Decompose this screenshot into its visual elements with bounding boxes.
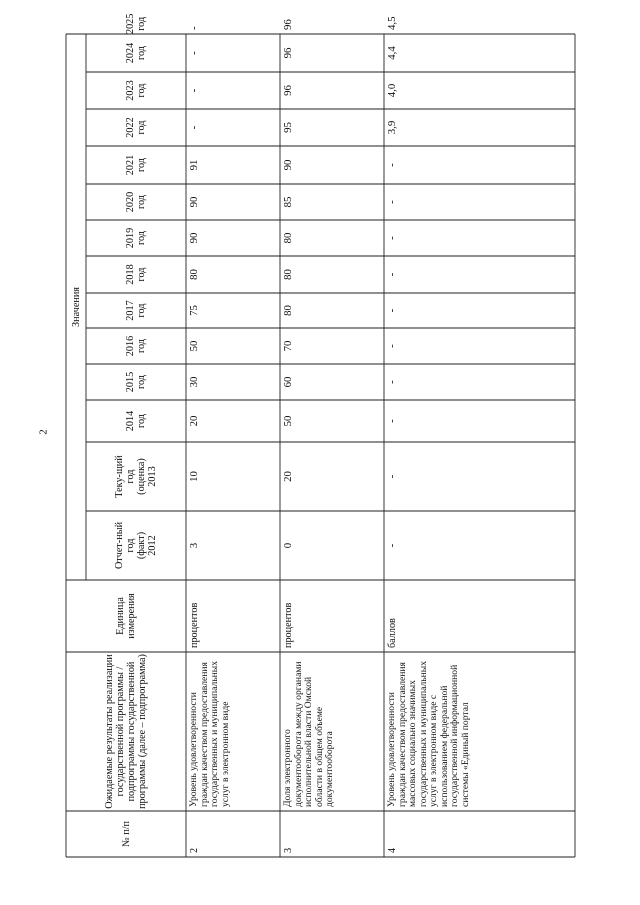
- row-num: 2: [189, 847, 200, 853]
- row-value: 30: [188, 376, 200, 388]
- row-result: Уровень удовлетворенности граждан качеством предоставления массовых социально значимых государственных и муниципальных услуг в электронном виде с использованием федеральной государственной информационной системы «Единый портал: [386, 660, 471, 807]
- row-value: 50: [188, 340, 200, 352]
- row-value: 3,9: [386, 120, 398, 135]
- row-value: 80: [282, 305, 294, 316]
- row-value: 90: [282, 159, 294, 171]
- row-value: 4,5: [386, 16, 398, 30]
- row-value: 70: [282, 340, 294, 352]
- row-value: -: [386, 163, 398, 167]
- row-value: -: [188, 26, 200, 30]
- year-header: 2014 год: [125, 410, 147, 432]
- row-value: -: [386, 380, 398, 384]
- row-value: 0: [282, 542, 294, 549]
- row-value: -: [386, 344, 398, 348]
- year-header: Отчет-ный год (факт) 2012: [114, 521, 158, 570]
- row-value: 96: [282, 85, 294, 96]
- row-value: -: [386, 236, 398, 240]
- header-unit: Единица измерения: [115, 593, 137, 639]
- row-value: 20: [282, 471, 294, 482]
- row-value: -: [386, 272, 398, 277]
- year-header: 2016 год: [125, 335, 147, 357]
- year-header: 2021 год: [125, 154, 147, 176]
- row-value: 10: [188, 471, 200, 482]
- row-value: 3: [188, 542, 200, 549]
- row-value: -: [188, 51, 200, 55]
- row-value: 4,4: [386, 46, 398, 60]
- row-unit: процентов: [189, 602, 200, 648]
- row-value: -: [386, 419, 398, 423]
- year-header: 2023 год: [125, 80, 147, 101]
- row-value: 20: [188, 415, 200, 427]
- row-value: 85: [282, 196, 294, 208]
- row-value: -: [386, 308, 398, 313]
- row-value: 96: [282, 47, 294, 59]
- year-header: 2015 год: [125, 371, 147, 393]
- page-number: 2: [37, 429, 50, 435]
- row-num: 3: [283, 847, 294, 853]
- year-header: 2017 год: [125, 300, 147, 321]
- row-value: 4,0: [386, 83, 398, 98]
- row-value: -: [386, 200, 398, 204]
- row-value: 91: [188, 159, 200, 171]
- row-value: 80: [282, 269, 294, 280]
- row-value: 96: [282, 19, 294, 30]
- year-header: 2018 год: [125, 264, 147, 285]
- row-value: 75: [188, 305, 200, 316]
- year-header: 2024 год: [125, 42, 147, 64]
- header-values: Значения: [70, 287, 82, 327]
- row-value: -: [386, 543, 398, 548]
- row-value: -: [188, 88, 200, 93]
- row-value: 90: [188, 232, 200, 244]
- row-unit: процентов: [283, 602, 294, 648]
- row-value: 80: [282, 232, 294, 244]
- row-value: -: [386, 474, 398, 479]
- row-num: 4: [387, 847, 398, 853]
- row-value: 50: [282, 415, 294, 427]
- row-value: 80: [188, 269, 200, 280]
- row-value: -: [188, 125, 200, 130]
- year-header: 2020 год: [125, 191, 147, 213]
- year-header: 2025 год: [125, 13, 147, 34]
- row-value: 95: [282, 122, 294, 133]
- row-unit: баллов: [387, 618, 398, 648]
- year-header: 2019 год: [125, 227, 147, 249]
- header-num: № п/п: [120, 821, 132, 848]
- row-value: 90: [188, 196, 200, 208]
- header-result: Ожидаемые результаты реализации государственной программы / подпрограммы государственной программы (далее – подпрограмма): [104, 654, 148, 809]
- row-value: 60: [282, 376, 294, 388]
- row-result: Уровень удовлетворенности граждан качеством предоставления государственных и муниципальных услуг в электронном виде: [188, 660, 231, 807]
- row-result: Доля электронного документооборота между органами исполнительной власти Омской области в общем объеме документооборота: [282, 661, 335, 807]
- year-header: 2022 год: [125, 117, 147, 138]
- year-header: Теку-щий год (оценка) 2013: [114, 455, 158, 498]
